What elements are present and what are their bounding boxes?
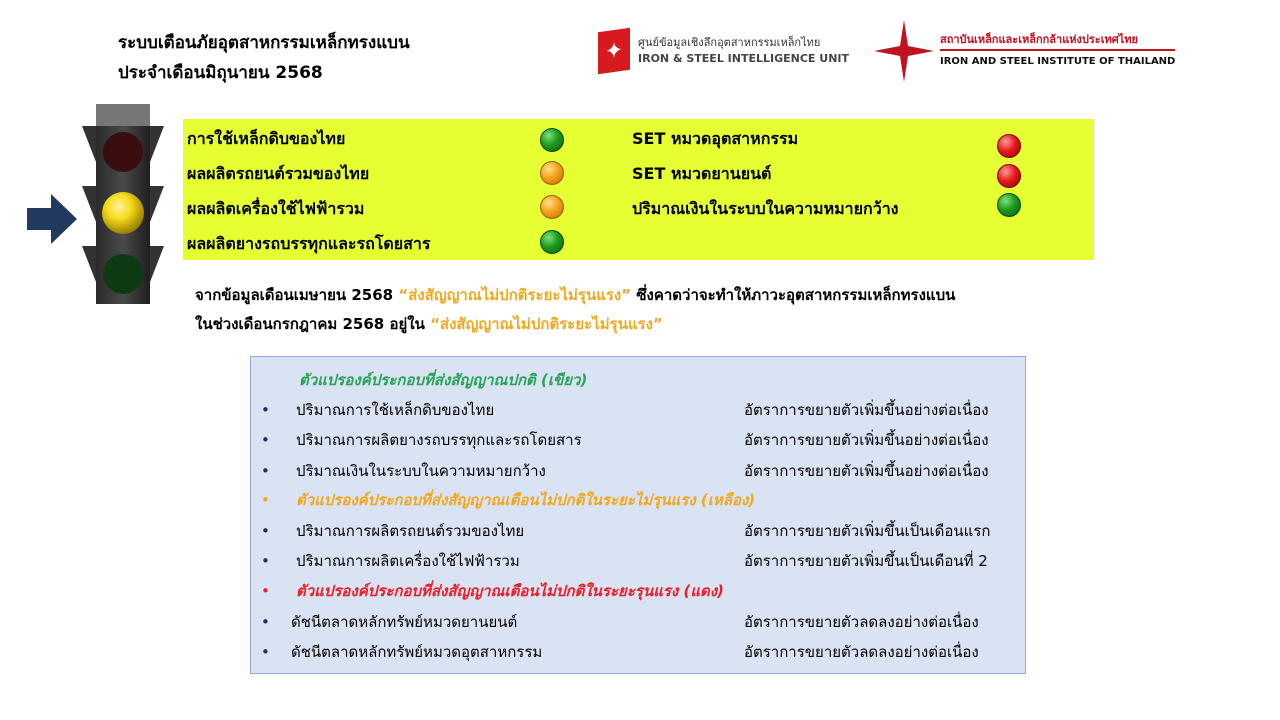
category-yellow bbox=[251, 485, 1025, 515]
bullet-icon: • bbox=[261, 522, 270, 540]
report-title-line2: ประจำเดือนมิถุนายน 2568 bbox=[118, 63, 323, 83]
summary-line1-highlight: “ส่งสัญญาณไม่ปกติระยะไม่รุนแรง” bbox=[398, 286, 632, 304]
isit-logo-th: สถาบันเหล็กและเหล็กกล้าแห่งประเทศไทย bbox=[940, 33, 1138, 46]
status-orange-icon bbox=[540, 161, 564, 185]
isiu-logo bbox=[598, 30, 849, 72]
summary-line2-a: ในช่วงเดือนกรกฎาคม 2568 อยู่ใน bbox=[195, 315, 431, 333]
status-green-icon bbox=[997, 193, 1021, 217]
status-red-icon bbox=[997, 134, 1021, 158]
report-title-line1: ระบบเตือนภัยอุตสาหกรรมเหล็กทรงแบน bbox=[118, 33, 410, 53]
bullet-icon: • bbox=[261, 491, 270, 509]
star-icon: ✦ bbox=[598, 28, 630, 74]
category-green bbox=[251, 365, 1025, 395]
bullet-icon: • bbox=[261, 643, 270, 661]
item-name: ปริมาณการผลิตเครื่องใช้ไฟฟ้ารวม bbox=[296, 552, 520, 570]
item-name: ดัชนีตลาดหลักทรัพย์หมวดอุตสาหกรรม bbox=[291, 643, 543, 661]
isiu-logo-th: ศูนย์ข้อมูลเชิงลึกอุตสาหกรรมเหล็กไทย bbox=[638, 36, 821, 49]
summary-line1-a: จากข้อมูลเดือนเมษายน 2568 bbox=[195, 286, 399, 304]
sparkle-icon bbox=[874, 20, 934, 82]
category-yellow-title: ตัวแปรองค์ประกอบที่ส่งสัญญาณเตือนไม่ปกติในระยะไม่รุนแรง (เหลือง) bbox=[296, 491, 756, 509]
indicator-label: ผลผลิตเครื่องใช้ไฟฟ้ารวม bbox=[187, 199, 365, 218]
status-green-icon bbox=[540, 128, 564, 152]
bullet-icon: • bbox=[261, 401, 270, 419]
bullet-icon: • bbox=[261, 431, 270, 449]
indicator-label: ผลผลิตยางรถบรรทุกและรถโดยสาร bbox=[187, 234, 431, 253]
arrow-right-icon bbox=[27, 194, 77, 244]
item-rate: อัตราการขยายตัวเพิ่มขึ้นอย่างต่อเนื่อง bbox=[744, 401, 989, 419]
bullet-icon: • bbox=[261, 462, 270, 480]
status-green-icon bbox=[540, 230, 564, 254]
indicator-label: การใช้เหล็กดิบของไทย bbox=[187, 129, 346, 148]
status-red-icon bbox=[997, 164, 1021, 188]
item-rate: อัตราการขยายตัวเพิ่มขึ้นเป็นเดือนที่ 2 bbox=[744, 552, 988, 570]
list-item bbox=[251, 395, 1025, 425]
item-rate: อัตราการขยายตัวเพิ่มขึ้นอย่างต่อเนื่อง bbox=[744, 462, 989, 480]
summary-line2-highlight: “ส่งสัญญาณไม่ปกติระยะไม่รุนแรง” bbox=[430, 315, 663, 333]
status-orange-icon bbox=[540, 195, 564, 219]
bullet-icon: • bbox=[261, 582, 270, 600]
indicator-label: SET หมวดอุตสาหกรรม bbox=[632, 129, 799, 148]
list-item bbox=[251, 637, 1025, 667]
components-box bbox=[250, 356, 1026, 674]
indicator-label: ผลผลิตรถยนต์รวมของไทย bbox=[187, 164, 370, 183]
item-rate: อัตราการขยายตัวลดลงอย่างต่อเนื่อง bbox=[744, 613, 979, 631]
item-name: ปริมาณการผลิตยางรถบรรทุกและรถโดยสาร bbox=[296, 431, 582, 449]
category-red-title: ตัวแปรองค์ประกอบที่ส่งสัญญาณเตือนไม่ปกติในระยะรุนแรง (แดง) bbox=[296, 582, 724, 600]
item-name: ปริมาณการใช้เหล็กดิบของไทย bbox=[296, 401, 495, 419]
item-rate: อัตราการขยายตัวเพิ่มขึ้นอย่างต่อเนื่อง bbox=[744, 431, 989, 449]
category-red bbox=[251, 576, 1025, 606]
traffic-light-icon bbox=[82, 104, 164, 306]
list-item bbox=[251, 607, 1025, 637]
list-item bbox=[251, 456, 1025, 486]
summary-text bbox=[195, 281, 955, 339]
list-item bbox=[251, 516, 1025, 546]
indicator-label: SET หมวดยานยนต์ bbox=[632, 164, 772, 183]
isit-logo bbox=[874, 20, 1175, 82]
summary-line1-b: ซึ่งคาดว่าจะทำให้ภาวะอุตสาหกรรมเหล็กทรงแบน bbox=[631, 286, 956, 304]
isit-logo-en: IRON AND STEEL INSTITUTE OF THAILAND bbox=[940, 49, 1175, 71]
isiu-logo-en: IRON & STEEL INTELLIGENCE UNIT bbox=[638, 52, 849, 65]
indicator-label: ปริมาณเงินในระบบในความหมายกว้าง bbox=[632, 199, 899, 218]
item-rate: อัตราการขยายตัวลดลงอย่างต่อเนื่อง bbox=[744, 643, 979, 661]
category-green-title: ตัวแปรองค์ประกอบที่ส่งสัญญาณปกติ (เขียว) bbox=[299, 371, 588, 389]
list-item bbox=[251, 425, 1025, 455]
list-item bbox=[251, 546, 1025, 576]
item-name: ปริมาณเงินในระบบในความหมายกว้าง bbox=[296, 462, 546, 480]
report-title bbox=[118, 28, 410, 88]
item-name: ปริมาณการผลิตรถยนต์รวมของไทย bbox=[296, 522, 525, 540]
item-name: ดัชนีตลาดหลักทรัพย์หมวดยานยนต์ bbox=[291, 613, 518, 631]
item-rate: อัตราการขยายตัวเพิ่มขึ้นเป็นเดือนแรก bbox=[744, 522, 991, 540]
bullet-icon: • bbox=[261, 613, 270, 631]
bullet-icon: • bbox=[261, 552, 270, 570]
